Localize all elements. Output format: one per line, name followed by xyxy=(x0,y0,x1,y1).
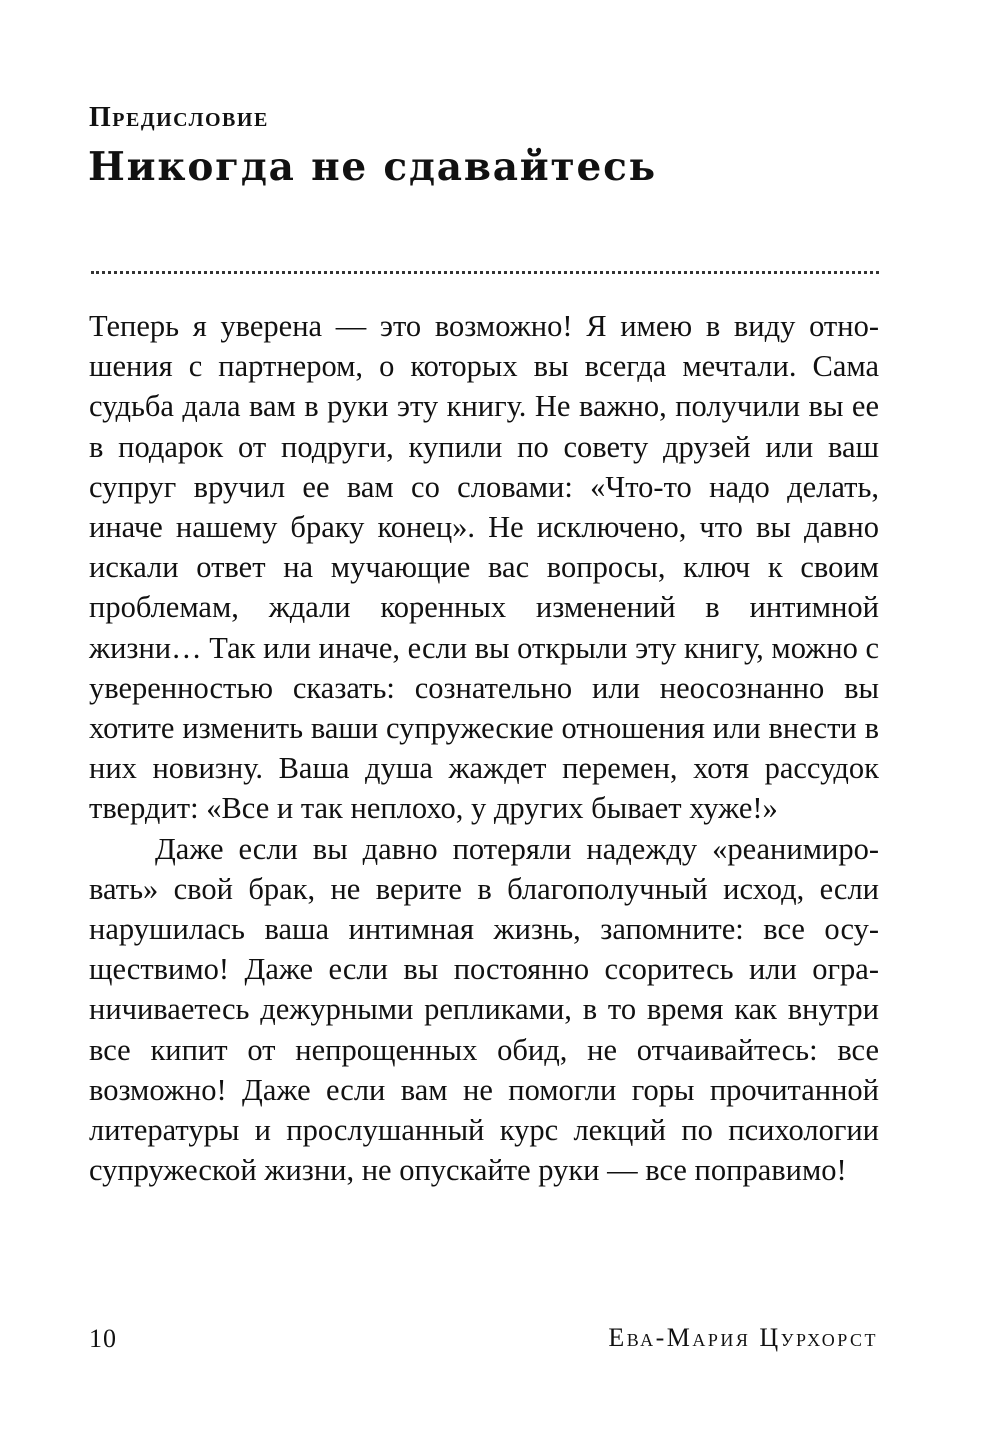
paragraph-2: Даже если вы давно потеряли надежду «реанимировать» свой брак, не верите в благополучный исход, если нарушилась ваша интимная жизнь, запомните: все осуществимо! Даже если вы постоянно ссоритесь или ограничиваетесь дежурными репликами, в то время как внутри все кипит от непрощенных обид, не отчаивайтесь: все возможно! Даже если вам не помогли горы прочитанной литературы и прослушанный курс лекций по психологии супружеской жизни, не опускайте руки — все поправимо! xyxy=(89,831,879,1188)
chapter-title: Никогда не сдавайтесь xyxy=(88,144,657,190)
paragraph-1: Теперь я уверена — это возможно! Я имею в виду отношения с партнером, о которых вы всегда мечтали. Сама судьба дала вам в руки эту книгу. Не важно, получили вы ее в подарок от подруги, купили по совету друзей или ваш супруг вручил ее вам со словами: «Что-то надо делать, иначе нашему браку конец». Не исключено, что вы давно искали ответ на мучающие вас вопросы, ключ к своим проблемам, ждали коренных изменений в интимной жизни… Так или иначе, если вы открыли эту книгу, можно с уверенностью сказать: сознательно или неосознанно вы хотите изменить ваши супружеские отношения или внести в них новизну. Ваша душа жаждет перемен, хотя рассудок твердит: «Все и так неплохо, у других бывает хуже!» xyxy=(89,309,879,826)
body-text xyxy=(89,306,879,1190)
page-number: 10 xyxy=(89,1324,117,1353)
running-footer-author: Ева-Мария Цурхорст xyxy=(608,1323,878,1352)
dotted-divider xyxy=(91,271,879,274)
section-label: Предисловие xyxy=(89,102,269,133)
